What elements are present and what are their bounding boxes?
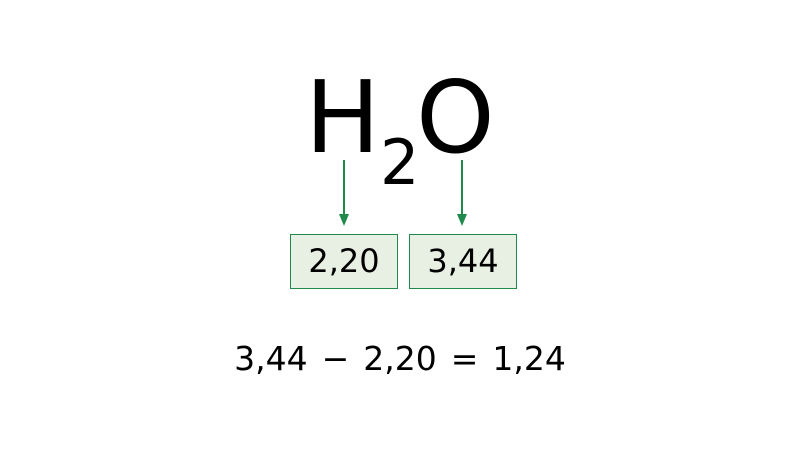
minus-operator: − (321, 339, 350, 378)
arrow-oxygen-icon (457, 160, 467, 226)
difference-equation (0, 337, 800, 381)
equals-operator: = (450, 339, 479, 378)
oxygen-electronegativity-box: 3,44 (409, 234, 517, 289)
arrow-hydrogen-icon (339, 160, 349, 226)
hydrogen-electronegativity-box: 2,20 (290, 234, 398, 289)
equation-term-oxygen: 3,44 (234, 339, 308, 378)
element-oxygen: O (416, 59, 495, 176)
element-hydrogen: H (305, 59, 381, 176)
equation-term-hydrogen: 2,20 (363, 339, 437, 378)
subscript-2: 2 (380, 126, 420, 199)
equation-result: 1,24 (492, 339, 566, 378)
